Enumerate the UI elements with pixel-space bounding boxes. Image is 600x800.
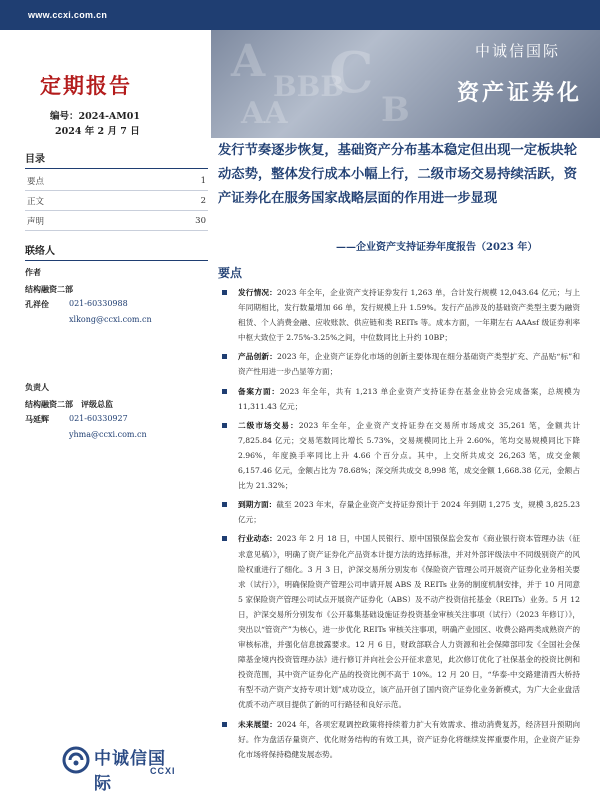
summary-item [218, 497, 580, 527]
leader-contact [25, 414, 208, 425]
summary-item [218, 717, 580, 762]
summary-item-text: 截至 2023 年末，存量企业资产支持证券预计于 2024 年到期 1,275 支，规模 3,825.23 亿元； [238, 500, 580, 525]
summary-item-text: 2023 年 2 月 18 日，中国人民银行、原中国银保监会发布《商业银行资本管理办法（征求意见稿）》，明确了资产证券化产品资本计提方法的选择标准，并对外部评级法中不同级别资产的风险权重进行了细化。3 月 3 日，沪深交易所分别发布《保险资产管理公司开展资产证券化业务相关要求（试行）》，明确保险资产管理公司申请开展 ABS 及 REITs 业务的制度机制安排，并于 10 月同意 5 家保险资产管理公司试点开展资产证券化（ABS）及不动产投资信托基金（REITs）业务。5 月 12 日，沪深交易所分别发布《公开募集基础设施证券投资基金审核关注事项（试行）（2023 年修订）》，突出以“管资产”为核心，进一步优化 REITs 审核关注事项，明确产业园区、收费公路两类成熟资产的审核标准，并强化信息披露要求。12 月 6 日，财政部联合人力资源和社会保障部印发《全国社会保障基金境内投资管理办法》进行修订并向社会公开征求意见，此次修订优化了社保基金的投资比例和投资范围，其中资产证券化产品的投资比例不高于 10%。12 月 20 日，“华泰-中交路建清西大桥持有型不动产资产支持专项计划”成功设立，该产品开创了国内资产证券化业务新模式，为广大企业盘活优质不动产项目提供了新的可行路径和良好示范。 [238, 534, 581, 710]
author-email[interactable]: xlkong@ccxi.com.cn [69, 315, 152, 324]
leader-name: 马延辉 [25, 414, 49, 424]
bullet-square-icon [222, 536, 227, 541]
bullet-square-icon [222, 722, 227, 727]
summary-title: 要点 [218, 266, 243, 280]
author-contact [25, 299, 208, 310]
summary-item-label: 未来展望： [238, 719, 278, 729]
sector-title: 资产证券化 [456, 81, 582, 106]
header-banner [211, 30, 600, 138]
summary-item [218, 418, 580, 493]
contacts-title: 联络人 [25, 238, 208, 261]
bullet-square-icon [222, 389, 227, 394]
summary-item [218, 531, 580, 712]
site-url[interactable]: www.ccxi.com.cn [28, 10, 108, 20]
leader-phone: 021-60330927 [69, 414, 128, 423]
summary-item-label: 备案方面： [238, 386, 280, 396]
summary-item-label: 行业动态： [238, 534, 277, 544]
report-headline: 发行节奏逐步恢复，基础资产分布基本稳定但出现一定板块轮动态势，整体发行成本小幅上行，二级市场交易持续活跃，资产证券化在服务国家战略层面的作用进一步显现 [218, 143, 578, 206]
top-bar [0, 0, 600, 30]
report-type: 定期报告 [40, 74, 132, 98]
bullet-square-icon [222, 423, 227, 428]
toc-item[interactable] [25, 191, 208, 211]
ccxi-logo-icon [62, 746, 90, 774]
summary-item [218, 349, 580, 379]
logo-text-en: CCXI [150, 766, 176, 776]
summary-item [218, 384, 580, 414]
toc-item-page: 1 [200, 176, 206, 186]
toc-item-label: 要点 [27, 177, 45, 187]
toc-item-label: 声明 [27, 217, 45, 227]
summary-list [218, 285, 580, 766]
author-name: 孔祥佺 [25, 299, 49, 309]
toc-item[interactable] [25, 171, 208, 191]
summary-item-text: 2023 年全年，共有 1,213 单企业资产支持证券在基金业协会完成备案，总规模为 11,311.43 亿元； [238, 386, 581, 411]
report-number: 编号：2024-AM01 [50, 111, 140, 122]
summary-item-label: 到期方面： [238, 500, 277, 510]
banner-decoration: B [381, 90, 410, 130]
summary-item-text: 2024 年，各项宏观调控政策将持续着力扩大有效需求、推动消费复苏，经济回升预期向好。作为盘活存量资产、优化财务结构的有效工具，资产证券化将继续发挥重要作用，企业资产证券化市场将保持稳健发展态势。 [238, 719, 581, 759]
spacer [25, 324, 208, 376]
bullet-square-icon [222, 290, 227, 295]
summary-item-text: 2023 年全年，企业资产支持证券在交易所市场成交 35,261 笔，金额共计 7,825.84 亿元；交易笔数同比增长 5.73%，交易规模同比上升 2.60%，笔均交易规模同比下降 2.96%，年度换手率同比上升 4.66 个百分点。其中，上交所共成交 26,263 笔，成交金额 6,157.46 亿元，金额占比为 78.68%；深交所共成交 8,998 笔，成交金额 1,668.38 亿元，金额占比为 21.32%； [238, 420, 580, 491]
toc-item-page: 2 [200, 196, 206, 206]
leader-dept: 结构融资二部 评级总监 [25, 399, 113, 409]
summary-item-label: 二级市场交易： [238, 420, 299, 430]
banner-decoration: AA [241, 96, 288, 131]
banner-decoration: C [329, 40, 374, 106]
bullet-square-icon [222, 502, 227, 507]
leader-label: 负责人 [25, 382, 49, 392]
table-of-contents [25, 146, 208, 231]
toc-item[interactable] [25, 211, 208, 231]
summary-item [218, 285, 580, 345]
summary-item-text: 2023 年，企业资产证券化市场的创新主要体现在细分基础资产类型扩充、产品贴“标”和资产性用进一步凸显等方面； [238, 352, 580, 377]
contacts-section [25, 238, 208, 439]
summary-item-label: 发行情况： [238, 288, 277, 297]
footer-logo [62, 742, 182, 794]
banner-decoration: A [231, 36, 266, 87]
banner-decoration: BBB [273, 70, 344, 103]
toc-item-label: 正文 [27, 197, 45, 207]
author-phone: 021-60330988 [69, 299, 128, 308]
logo-text-cn: 中诚信国际 [94, 749, 166, 794]
author-dept: 结构融资二部 [25, 284, 73, 294]
brand-name: 中诚信国际 [474, 42, 560, 60]
author-label: 作者 [25, 267, 41, 277]
report-date: 2024 年 2 月 7 日 [55, 126, 140, 137]
leader-email[interactable]: yhma@ccxi.com.cn [69, 430, 147, 439]
toc-item-page: 30 [195, 216, 206, 226]
summary-item-label: 产品创新： [238, 352, 277, 362]
toc-title: 目录 [25, 146, 208, 169]
report-subtitle: ——企业资产支持证券年度报告（2023 年） [336, 242, 538, 253]
bullet-square-icon [222, 354, 227, 359]
summary-item-text: 2023 年全年，企业资产支持证券发行 1,263 单，合计发行规模 12,043.64 亿元；与上年同期相比，发行数量增加 66 单，发行规模上升 1.59%。发行产品涉及的基础资产类型主要为融资租赁、个人消费金融、应收账款、供应链和类 REITs 等。成本方面，一年期左右 AAAsf 级证券利率中枢大致位于 2.75%-3.25%之间，中位数同比上升约 10BP； [238, 288, 580, 343]
